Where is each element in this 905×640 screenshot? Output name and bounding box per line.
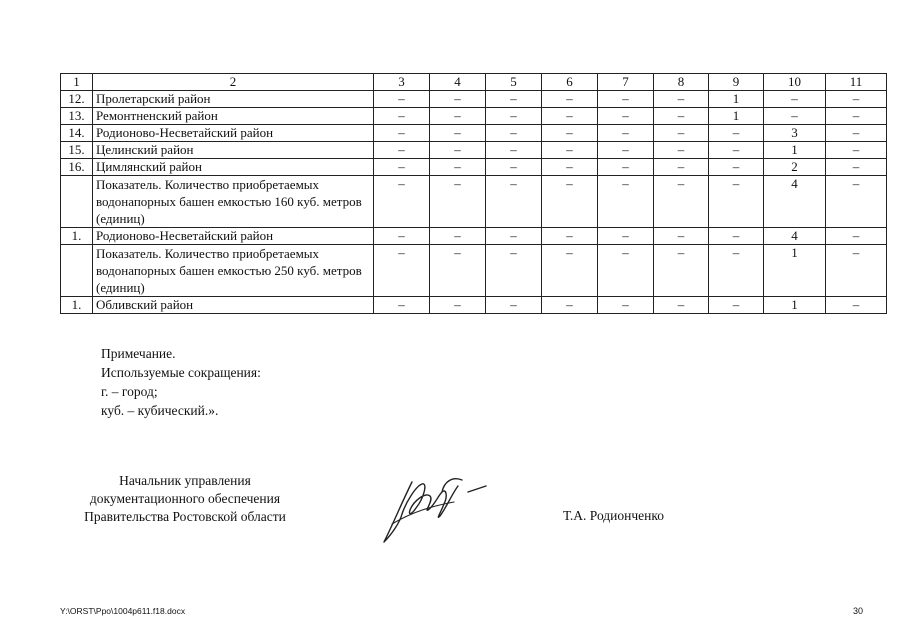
header-cell: 7 (598, 74, 654, 91)
value-cell: – (486, 159, 542, 176)
row-name: Обливский район (93, 297, 374, 314)
row-number (61, 176, 93, 228)
value-cell: – (598, 142, 654, 159)
value-cell: – (486, 108, 542, 125)
value-cell: – (430, 245, 486, 297)
value-cell: – (542, 142, 598, 159)
value-cell: – (654, 91, 709, 108)
value-cell: – (598, 228, 654, 245)
value-cell: 3 (764, 125, 826, 142)
value-cell: – (598, 176, 654, 228)
value-cell: 4 (764, 228, 826, 245)
row-number: 1. (61, 228, 93, 245)
value-cell: – (374, 297, 430, 314)
value-cell: – (374, 125, 430, 142)
indicator-name: Показатель. Количество приобретаемых водонапорных башен емкостью 250 куб. метров (единиц) (93, 245, 374, 297)
value-cell: 2 (764, 159, 826, 176)
header-cell: 6 (542, 74, 598, 91)
value-cell: – (709, 176, 764, 228)
table-row (61, 142, 887, 159)
data-table (60, 73, 887, 314)
row-name: Целинский район (93, 142, 374, 159)
value-cell: – (430, 91, 486, 108)
value-cell: – (486, 297, 542, 314)
value-cell: – (430, 108, 486, 125)
value-cell: – (542, 228, 598, 245)
value-cell: – (486, 125, 542, 142)
value-cell: – (654, 297, 709, 314)
value-cell: – (709, 125, 764, 142)
value-cell: – (486, 176, 542, 228)
value-cell: – (709, 245, 764, 297)
indicator-row (61, 245, 887, 297)
table-row (61, 125, 887, 142)
note-line: Используемые сокращения: (101, 365, 261, 380)
row-name: Пролетарский район (93, 91, 374, 108)
value-cell: – (374, 245, 430, 297)
value-cell: – (430, 176, 486, 228)
table-row (61, 91, 887, 108)
table-row (61, 159, 887, 176)
header-cell: 2 (93, 74, 374, 91)
header-cell: 11 (826, 74, 887, 91)
value-cell: – (542, 91, 598, 108)
value-cell: – (826, 142, 887, 159)
row-number: 15. (61, 142, 93, 159)
value-cell: 1 (764, 297, 826, 314)
value-cell: 1 (764, 142, 826, 159)
value-cell: – (430, 142, 486, 159)
table-header-row (61, 74, 887, 91)
row-name: Родионово-Несветайский район (93, 228, 374, 245)
value-cell: – (654, 142, 709, 159)
value-cell: – (826, 125, 887, 142)
value-cell: – (826, 91, 887, 108)
value-cell: – (598, 91, 654, 108)
position-line: Начальник управления (119, 473, 251, 488)
value-cell: – (486, 228, 542, 245)
value-cell: – (374, 108, 430, 125)
value-cell: – (430, 159, 486, 176)
value-cell: 1 (709, 108, 764, 125)
handwritten-signature (372, 462, 492, 550)
value-cell: – (826, 297, 887, 314)
value-cell: – (654, 176, 709, 228)
value-cell: – (654, 125, 709, 142)
row-name: Родионово-Несветайский район (93, 125, 374, 142)
value-cell: – (826, 108, 887, 125)
value-cell: 4 (764, 176, 826, 228)
header-cell: 9 (709, 74, 764, 91)
value-cell: – (374, 159, 430, 176)
row-number: 16. (61, 159, 93, 176)
row-number: 13. (61, 108, 93, 125)
row-number (61, 245, 93, 297)
page-number: 30 (852, 606, 863, 616)
signatory-position (60, 472, 310, 526)
header-cell: 1 (61, 74, 93, 91)
value-cell: 1 (764, 245, 826, 297)
value-cell: – (542, 176, 598, 228)
value-cell: – (654, 245, 709, 297)
note-line: г. – город; (101, 384, 158, 399)
value-cell: – (826, 245, 887, 297)
value-cell: – (709, 297, 764, 314)
header-cell: 5 (486, 74, 542, 91)
value-cell: – (486, 245, 542, 297)
value-cell: – (598, 245, 654, 297)
value-cell: – (826, 159, 887, 176)
header-cell: 10 (764, 74, 826, 91)
table-row (61, 228, 887, 245)
header-cell: 3 (374, 74, 430, 91)
value-cell: – (486, 91, 542, 108)
value-cell: – (542, 245, 598, 297)
row-number: 1. (61, 297, 93, 314)
footer-file-path: Y:\ORST\Ppo\1004p611.f18.docx (60, 606, 186, 616)
value-cell: – (598, 108, 654, 125)
header-cell: 8 (654, 74, 709, 91)
table-row (61, 108, 887, 125)
value-cell: – (430, 228, 486, 245)
value-cell: 1 (709, 91, 764, 108)
signer-name: Т.А. Родионченко (563, 508, 664, 523)
value-cell: – (598, 297, 654, 314)
value-cell: – (709, 228, 764, 245)
value-cell: – (598, 159, 654, 176)
value-cell: – (826, 228, 887, 245)
indicator-row (61, 176, 887, 228)
table-row (61, 297, 887, 314)
value-cell: – (654, 228, 709, 245)
row-name: Цимлянский район (93, 159, 374, 176)
value-cell: – (654, 108, 709, 125)
value-cell: – (764, 91, 826, 108)
value-cell: – (374, 91, 430, 108)
value-cell: – (542, 108, 598, 125)
value-cell: – (486, 142, 542, 159)
note-title: Примечание. (101, 346, 176, 361)
value-cell: – (654, 159, 709, 176)
value-cell: – (764, 108, 826, 125)
value-cell: – (542, 297, 598, 314)
value-cell: – (709, 142, 764, 159)
value-cell: – (374, 142, 430, 159)
value-cell: – (598, 125, 654, 142)
indicator-name: Показатель. Количество приобретаемых водонапорных башен емкостью 160 куб. метров (единиц) (93, 176, 374, 228)
note-line: куб. – кубический.». (101, 403, 219, 418)
value-cell: – (374, 176, 430, 228)
value-cell: – (430, 297, 486, 314)
row-number: 12. (61, 91, 93, 108)
value-cell: – (542, 125, 598, 142)
value-cell: – (542, 159, 598, 176)
value-cell: – (826, 176, 887, 228)
value-cell: – (374, 228, 430, 245)
position-line: Правительства Ростовской области (84, 509, 286, 524)
value-cell: – (430, 125, 486, 142)
value-cell: – (709, 159, 764, 176)
note-block (101, 344, 261, 420)
row-name: Ремонтненский район (93, 108, 374, 125)
row-number: 14. (61, 125, 93, 142)
header-cell: 4 (430, 74, 486, 91)
position-line: документационного обеспечения (89, 491, 281, 506)
